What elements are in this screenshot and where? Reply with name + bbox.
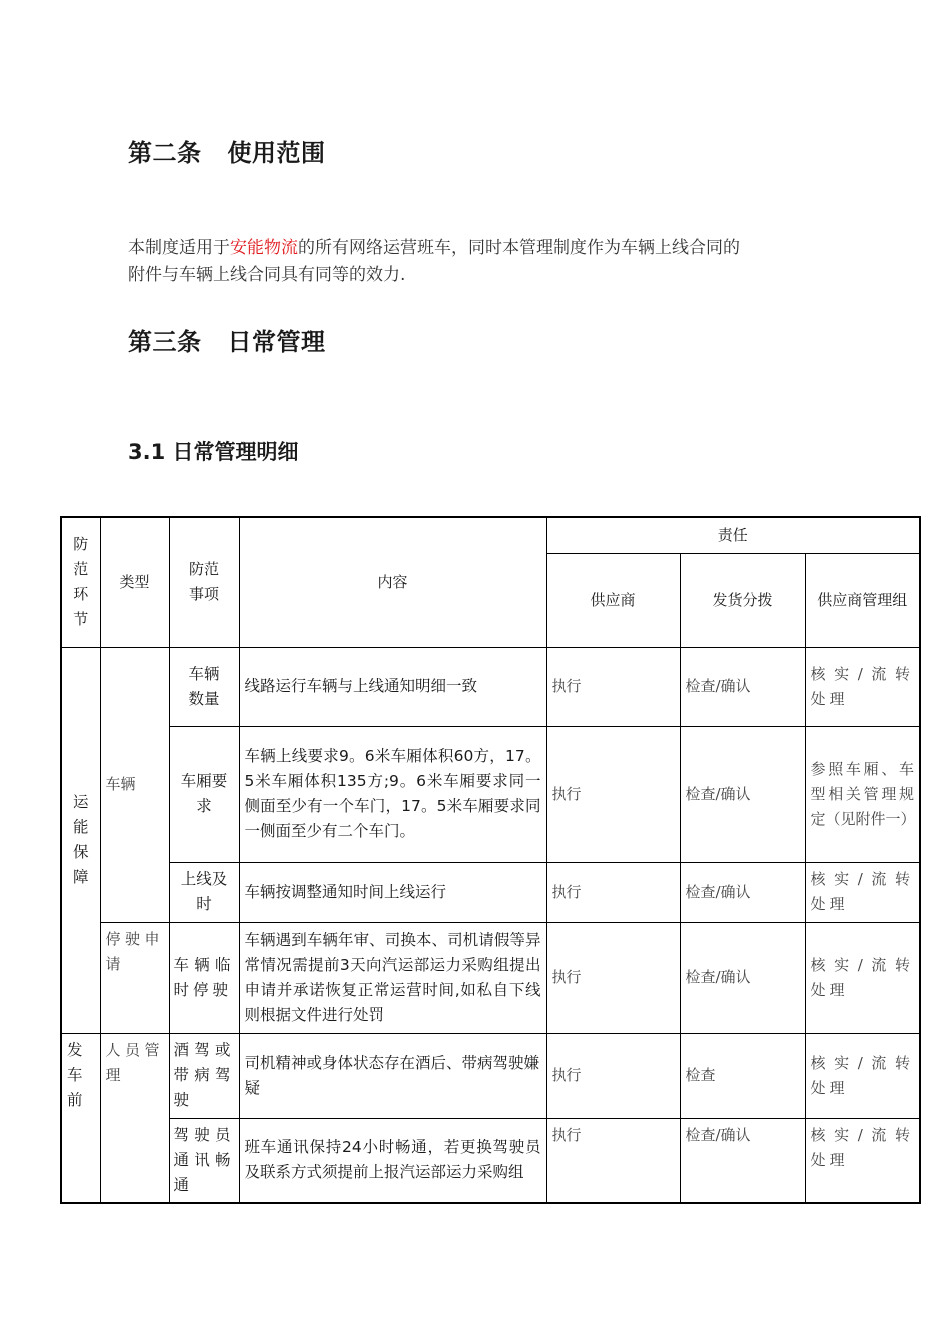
- type-vehicle: 车辆: [100, 647, 169, 922]
- article-2-title: 使用范围: [227, 139, 326, 167]
- dispatch-cell: 检查/确认: [680, 726, 805, 862]
- scope-text-post: 的所有网络运营班车，同时本管理制度作为车辆上线合同的: [298, 238, 740, 258]
- header-dispatch: 发货分拨: [680, 553, 805, 647]
- supplier-cell: 执行: [546, 922, 680, 1033]
- item-cell: 车厢要求: [169, 726, 239, 862]
- mgmt-cell: 核实/流转处理: [805, 1118, 920, 1203]
- header-type: 类型: [100, 517, 169, 647]
- supplier-cell: 执行: [546, 862, 680, 922]
- company-name-highlight: 安能物流: [230, 238, 298, 258]
- daily-management-table: [60, 516, 921, 1204]
- item-cell: 车辆数量: [169, 647, 239, 726]
- section-3-1-heading: 3.1 日常管理明细: [128, 440, 299, 464]
- header-content: 内容: [239, 517, 546, 647]
- header-supplier: 供应商: [546, 553, 680, 647]
- scope-text-line2: 附件与车辆上线合同具有同等的效力.: [128, 265, 406, 285]
- article-3-number: 第三条: [128, 328, 202, 356]
- scope-text-pre: 本制度适用于: [128, 238, 230, 258]
- dispatch-cell: 检查/确认: [680, 862, 805, 922]
- dispatch-cell: 检查/确认: [680, 922, 805, 1033]
- header-stage: 防范环节: [61, 517, 100, 647]
- dispatch-cell: 检查: [680, 1033, 805, 1118]
- mgmt-cell: 核实/流转处理: [805, 647, 920, 726]
- content-cell: 线路运行车辆与上线通知明细一致: [239, 647, 546, 726]
- supplier-cell: 执行: [546, 1033, 680, 1118]
- item-cell: 上线及时: [169, 862, 239, 922]
- dispatch-cell: 检查/确认: [680, 647, 805, 726]
- header-mgmt: 供应商管理组: [805, 553, 920, 647]
- content-cell: 车辆上线要求9。6米车厢体积60方，17。5米车厢体积135方;9。6米车厢要求同一侧面至少有一个车门，17。5米车厢要求同一侧面至少有二个车门。: [239, 726, 546, 862]
- supplier-cell: 执行: [546, 726, 680, 862]
- scope-paragraph: [128, 235, 828, 289]
- content-cell: 班车通讯保持24小时畅通，若更换驾驶员及联系方式须提前上报汽运部运力采购组: [239, 1118, 546, 1203]
- content-cell: 车辆遇到车辆年审、司换本、司机请假等异常情况需提前3天向汽运部运力采购组提出申请并承诺恢复正常运营时间,如私自下线则根据文件进行处罚: [239, 922, 546, 1033]
- article-3-heading: [128, 322, 326, 357]
- mgmt-cell: 核实/流转处理: [805, 1033, 920, 1118]
- supplier-cell: 执行: [546, 1118, 680, 1203]
- type-personnel: 人员管理: [100, 1033, 169, 1203]
- dispatch-cell: 检查/确认: [680, 1118, 805, 1203]
- article-3-title: 日常管理: [227, 328, 326, 356]
- mgmt-cell: 核实/流转处理: [805, 922, 920, 1033]
- supplier-cell: 执行: [546, 647, 680, 726]
- item-cell: 酒驾或带病驾驶: [169, 1033, 239, 1118]
- content-cell: 司机精神或身体状态存在酒后、带病驾驶嫌疑: [239, 1033, 546, 1118]
- article-2-number: 第二条: [128, 139, 202, 167]
- type-suspension: 停驶申请: [100, 922, 169, 1033]
- header-responsibility: 责任: [546, 517, 920, 553]
- header-item: 防范事项: [169, 517, 239, 647]
- article-2-heading: [128, 133, 326, 168]
- content-cell: 车辆按调整通知时间上线运行: [239, 862, 546, 922]
- mgmt-cell: 核实/流转处理: [805, 862, 920, 922]
- mgmt-cell: 参照车厢、车型相关管理规定（见附件一）: [805, 726, 920, 862]
- stage-capacity: 运能保障: [61, 647, 100, 1033]
- item-cell: 车辆临时停驶: [169, 922, 239, 1033]
- item-cell: 驾驶员通讯畅通: [169, 1118, 239, 1203]
- stage-before-departure: 发车前: [61, 1033, 100, 1203]
